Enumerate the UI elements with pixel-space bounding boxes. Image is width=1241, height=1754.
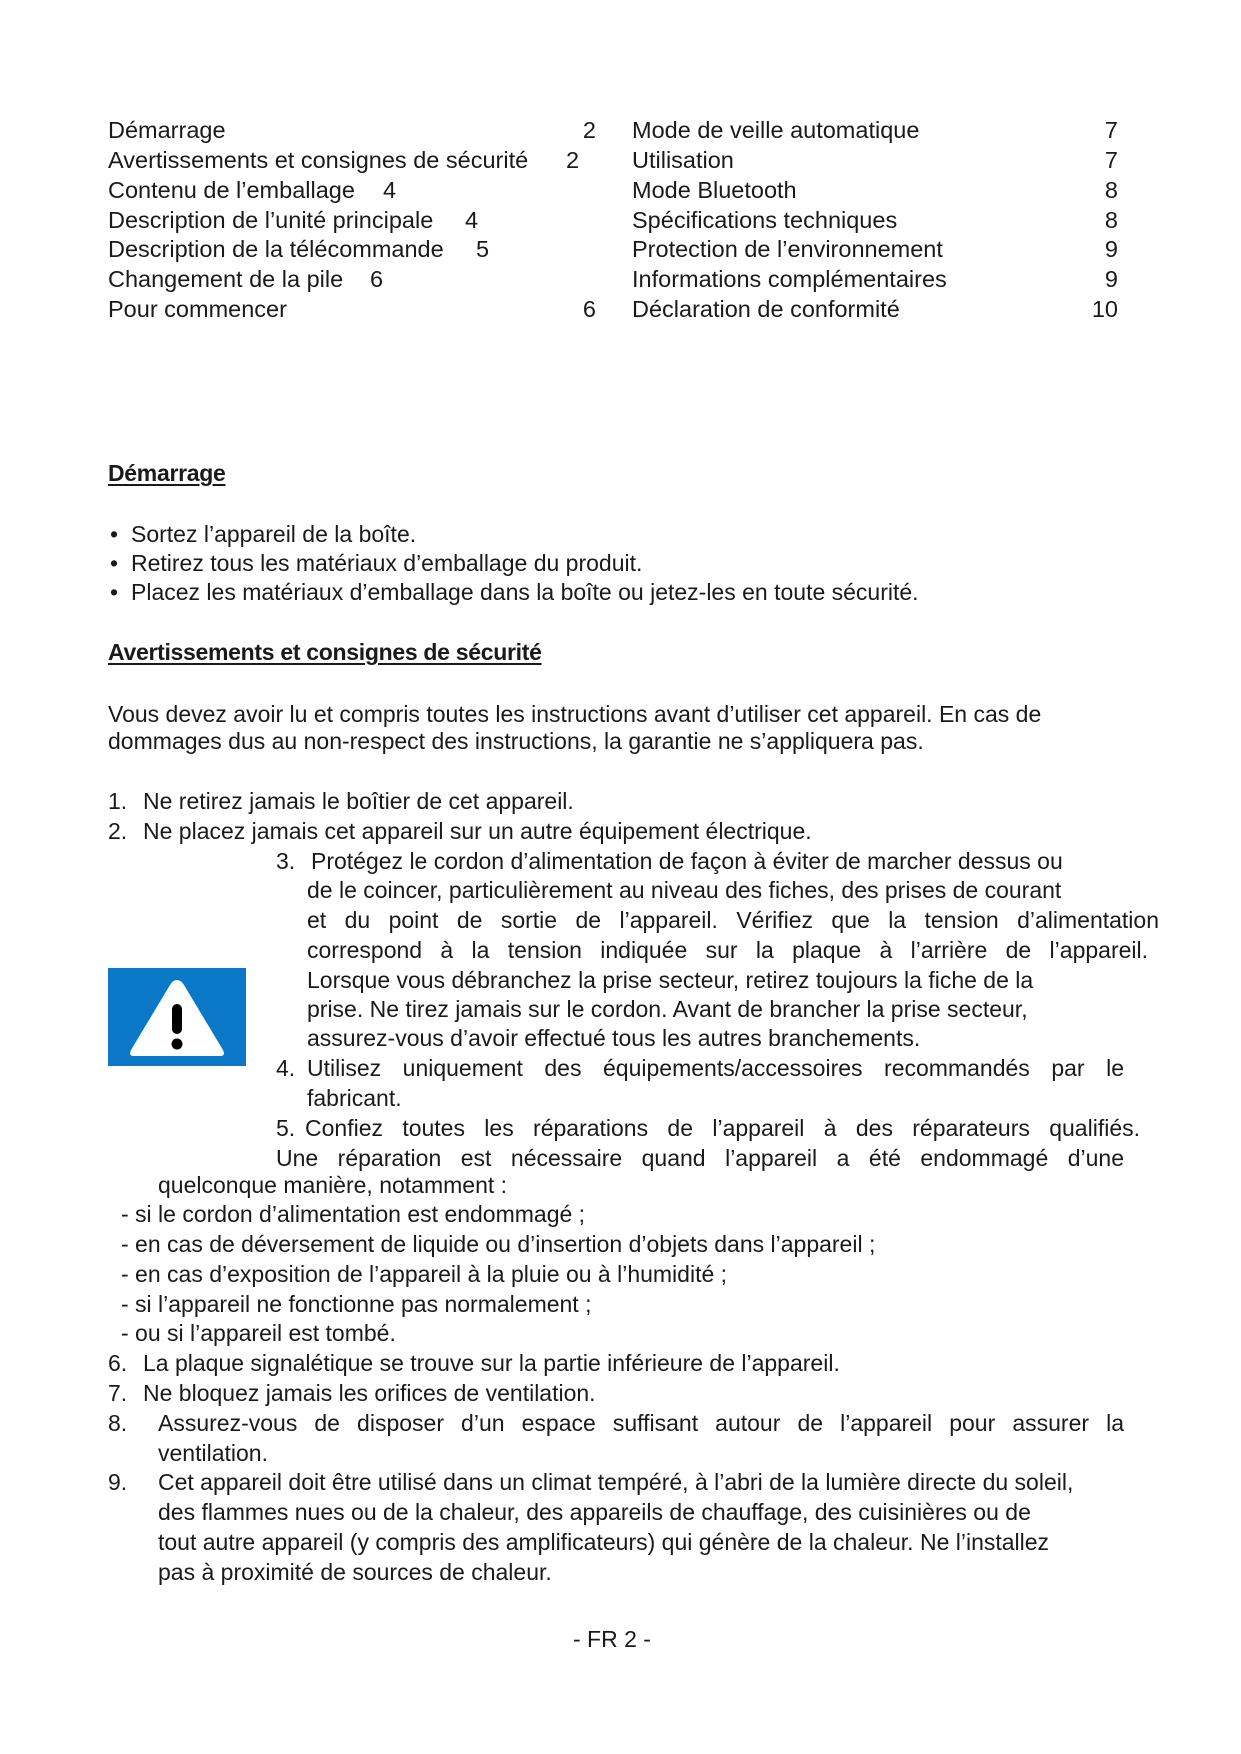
toc-entry-page: 6 [582,296,596,322]
toc-entry-page: 8 [1104,207,1118,233]
list-item-line: quelconque manière, notamment : [158,1172,508,1198]
list-item-line: Protégez le cordon d’alimentation de façon à éviter de marcher dessus ou [311,848,1063,874]
list-item-line: assurez-vous d’avoir effectué tous les autres branchements. [307,1025,921,1051]
list-item-line: pas à proximité de sources de chaleur. [158,1559,552,1585]
toc-entry-title[interactable]: Pour commencer [108,296,287,322]
dash-item: - si le cordon d’alimentation est endommagé ; [121,1201,586,1227]
list-item-line: Assurez-vous de disposer d’un espace suffisant autour de l’appareil pour assurer la [158,1410,1124,1436]
list-number: 1. [108,788,128,814]
toc-entry-page: 9 [1104,236,1118,262]
toc-entry-page: 5 [476,236,490,262]
toc-entry-page: 4 [383,177,397,203]
toc-entry-page: 9 [1104,266,1118,292]
list-number: 9. [108,1469,128,1495]
list-number: 2. [108,818,128,844]
toc-entry-page: 7 [1104,117,1118,143]
toc-entry-title[interactable]: Changement de la pile [108,266,344,292]
bullet-item: Retirez tous les matériaux d’emballage du produit. [131,550,643,576]
warning-triangle-icon [108,968,246,1066]
dash-item: - ou si l’appareil est tombé. [121,1320,396,1346]
list-item: Ne placez jamais cet appareil sur un autre équipement électrique. [143,818,812,844]
list-item-line: des flammes nues ou de la chaleur, des appareils de chauffage, des cuisinières ou de [158,1499,1031,1525]
toc-entry-title[interactable]: Description de la télécommande [108,236,444,262]
list-number: 7. [108,1380,128,1406]
list-item-line: correspond à la tension indiquée sur la plaque à l’arrière de l’appareil. [307,937,1148,963]
toc-entry-title[interactable]: Contenu de l’emballage [108,177,355,203]
toc-entry-title[interactable]: Informations complémentaires [632,266,947,292]
toc-entry-title[interactable]: Démarrage [108,117,226,143]
list-number: 4. [276,1055,296,1081]
list-number: 6. [108,1350,128,1376]
toc-entry-title[interactable]: Description de l’unité principale [108,207,434,233]
bullet-item: Sortez l’appareil de la boîte. [131,521,417,547]
dash-item: - en cas de déversement de liquide ou d’insertion d’objets dans l’appareil ; [121,1231,876,1257]
list-number: 5. [276,1115,296,1141]
section-heading: Avertissements et consignes de sécurité [108,639,542,665]
intro-paragraph-line: Vous devez avoir lu et compris toutes les instructions avant d’utiliser cet appareil. En cas de [108,701,1042,727]
toc-entry-page: 6 [370,266,384,292]
list-item-line: Confiez toutes les réparations de l’appareil à des réparateurs qualifiés. [305,1115,1140,1141]
list-item-line: tout autre appareil (y compris des amplificateurs) qui génère de la chaleur. Ne l’installez [158,1529,1050,1555]
toc-entry-title[interactable]: Spécifications techniques [632,207,898,233]
toc-entry-page: 10 [1091,296,1118,322]
list-item-line: et du point de sortie de l’appareil. Vérifiez que la tension d’alimentation [307,907,1159,933]
list-item-line: Une réparation est nécessaire quand l’appareil a été endommagé d’une [276,1145,1124,1171]
toc-entry-page: 2 [582,117,596,143]
list-item: Ne retirez jamais le boîtier de cet appareil. [143,788,574,814]
section-heading: Démarrage [108,460,226,486]
toc-entry-title[interactable]: Avertissements et consignes de sécurité [108,147,529,173]
toc-entry-title[interactable]: Utilisation [632,147,734,173]
list-number: 3. [276,848,296,874]
list-item-line: fabricant. [307,1085,402,1111]
dash-item: - en cas d’exposition de l’appareil à la pluie ou à l’humidité ; [121,1261,728,1287]
toc-entry-title[interactable]: Protection de l’environnement [632,236,943,262]
list-number: 8. [108,1410,128,1436]
list-item-line: de le coincer, particulièrement au niveau des fiches, des prises de courant [307,877,1062,903]
list-item-line: prise. Ne tirez jamais sur le cordon. Avant de brancher la prise secteur, [307,996,1028,1022]
list-item-line: ventilation. [158,1440,268,1466]
list-item: La plaque signalétique se trouve sur la partie inférieure de l’appareil. [143,1350,840,1376]
toc-entry-title[interactable]: Mode Bluetooth [632,177,797,203]
page-number: - FR 2 - [573,1626,651,1652]
bullet-icon: • [110,521,119,547]
list-item-line: Utilisez uniquement des équipements/accessoires recommandés par le [307,1055,1124,1081]
bullet-icon: • [110,550,119,576]
toc-entry-title[interactable]: Déclaration de conformité [632,296,900,322]
list-item-line: Lorsque vous débranchez la prise secteur, retirez toujours la fiche de la [307,967,1034,993]
list-item: Ne bloquez jamais les orifices de ventilation. [143,1380,596,1406]
dash-item: - si l’appareil ne fonctionne pas normalement ; [121,1291,592,1317]
bullet-item: Placez les matériaux d’emballage dans la boîte ou jetez-les en toute sécurité. [131,579,919,605]
toc-entry-page: 2 [566,147,580,173]
intro-paragraph-line: dommages dus au non-respect des instructions, la garantie ne s’appliquera pas. [108,728,924,754]
toc-entry-title[interactable]: Mode de veille automatique [632,117,920,143]
toc-entry-page: 8 [1104,177,1118,203]
toc-entry-page: 7 [1104,147,1118,173]
toc-entry-page: 4 [465,207,479,233]
list-item-line: Cet appareil doit être utilisé dans un climat tempéré, à l’abri de la lumière directe du soleil, [158,1469,1074,1495]
bullet-icon: • [110,579,119,605]
